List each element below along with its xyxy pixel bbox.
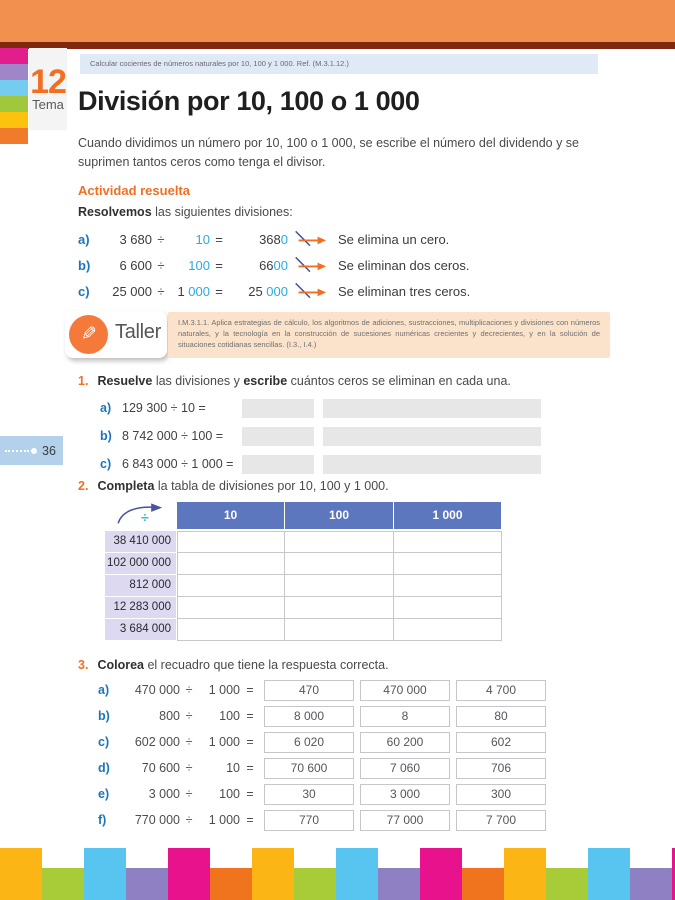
table-row-header: 12 283 000 [105,597,177,619]
option-box[interactable]: 77 000 [360,810,450,831]
standard-note: I.M.3.1.1. Aplica estrategias de cálculo, los algoritmos de adiciones, sustracciones, multiplicaciones y divisiones con números naturales, y la tecnología en la construcción de sucesiones numéricas crecientes y decrecientes, y en la solución de situaciones cotidianas sencillas. (I.3., I.4.) [168,312,610,358]
option-box[interactable]: 706 [456,758,546,779]
divide-sign: ÷ [185,761,193,775]
equals-sign: = [215,283,223,299]
division-item [100,394,541,422]
equals-sign: = [246,683,254,697]
option-box[interactable]: 770 [264,810,354,831]
choice-row [98,703,546,729]
table-cell[interactable] [177,597,285,619]
solved-division-row [78,226,470,252]
quotient: 25 000 [248,283,288,299]
equals-sign: = [246,813,254,827]
table-row-header: 812 000 [105,575,177,597]
table-row-header: 102 000 000 [105,553,177,575]
division-expression: 6 843 000 ÷ 1 000 = [122,457,234,471]
band-bar-orange [462,868,504,900]
item-letter: a) [78,231,90,247]
band-bar-purple [630,868,672,900]
elimination-note: Se elimina un cero. [338,231,450,247]
option-box[interactable]: 602 [456,732,546,753]
exercise-3-items [98,677,546,833]
item-letter: b) [100,429,112,443]
band-bar-magenta [168,848,210,900]
solved-divisions [78,226,470,304]
divisor: 10 [195,231,210,247]
item-letter: c) [78,283,90,299]
topic-label: Tema [32,96,64,112]
exercise-2-heading: 2. Completa la tabla de divisiones por 10, 100 y 1 000. [78,479,389,493]
activity-lead-rest: las siguientes divisiones: [151,205,293,219]
table-cell[interactable] [285,619,394,641]
equals-sign: = [246,709,254,723]
item-letter: e) [98,787,110,801]
equals-sign: = [246,787,254,801]
dividend: 470 000 [134,683,180,697]
table-cell[interactable] [285,531,394,553]
page-number: 36 [42,443,56,458]
topic-color-tabs [0,48,28,144]
table-cell[interactable] [177,531,285,553]
table-column-header: 100 [285,502,394,531]
table-cell[interactable] [177,575,285,597]
quotient: 3680 [259,231,288,247]
equals-sign: = [246,761,254,775]
solved-division-row [78,252,470,278]
table-cell[interactable] [394,597,502,619]
answer-box-quotient[interactable] [242,455,314,474]
dividend: 800 [159,709,180,723]
divisor: 1 000 [208,813,240,827]
exercise-3-heading: 3. Colorea el recuadro que tiene la respuesta correcta. [78,658,389,672]
taller-label: Taller [115,321,161,343]
choice-row [98,729,546,755]
item-letter: a) [100,401,112,415]
band-bar-lime [546,868,588,900]
item-letter: b) [98,709,110,723]
option-box[interactable]: 70 600 [264,758,354,779]
header-bar [0,0,675,42]
option-box[interactable]: 470 [264,680,354,701]
color-tab [0,96,28,112]
exercise-1-items [100,394,541,478]
item-letter: a) [98,683,110,697]
divisor: 100 [219,787,240,801]
table-cell[interactable] [177,553,285,575]
activity-lead [78,205,293,219]
activity-lead-bold: Resolvemos [78,205,152,219]
band-bar-purple [378,868,420,900]
band-bar-magenta [420,848,462,900]
decorative-color-band [0,848,675,900]
band-bar-purple [126,868,168,900]
divide-sign: ÷ [185,735,193,749]
table-corner-cell [105,502,177,531]
choice-row [98,677,546,703]
color-tab [0,80,28,96]
option-box[interactable]: 30 [264,784,354,805]
taller-badge [65,311,167,358]
band-bar-gold [252,848,294,900]
divide-sign: ÷ [185,683,193,697]
dividend: 70 600 [141,761,180,775]
table-cell[interactable] [285,575,394,597]
table-cell[interactable] [394,531,502,553]
band-bar-gold [504,848,546,900]
dividend: 3 680 [119,231,152,247]
header-accent-strip [0,42,675,49]
option-box[interactable]: 300 [456,784,546,805]
divide-sign: ÷ [157,257,165,273]
dividend: 6 600 [119,257,152,273]
answer-box-zeros[interactable] [323,455,541,474]
strike-arrow-icon [290,230,328,248]
activity-heading: Actividad resuelta [78,183,190,198]
item-letter: d) [98,761,110,775]
strike-arrow-icon [290,282,328,300]
option-box[interactable]: 4 700 [456,680,546,701]
band-bar-sky [336,848,378,900]
divisor: 100 [188,257,210,273]
exercise-number: 3. [78,658,89,672]
intro-paragraph: Cuando dividimos un número por 10, 100 o 1 000, se escribe el número del dividendo y se suprimen tantos ceros como tenga el divisor. [78,136,580,169]
taller-circle [69,315,108,354]
answer-box-quotient[interactable] [242,399,314,418]
divisor: 1 000 [177,283,210,299]
division-expression: 129 300 ÷ 10 = [122,401,206,415]
band-bar-lime [294,868,336,900]
dotted-leader [5,450,29,452]
page-number-tab [0,436,63,465]
item-letter: f) [98,813,107,827]
option-box[interactable]: 6 020 [264,732,354,753]
elimination-note: Se eliminan dos ceros. [338,257,470,273]
leader-dot [31,448,37,454]
page-title: División por 10, 100 o 1 000 [78,86,420,116]
table-row-header: 3 684 000 [105,619,177,641]
item-letter: b) [78,257,91,273]
exercise-number: 2. [78,479,89,493]
table-row-header: 38 410 000 [105,531,177,553]
table-column-header: 10 [177,502,285,531]
answer-box-zeros[interactable] [323,399,541,418]
band-bar-sky [84,848,126,900]
divide-sign: ÷ [185,709,193,723]
band-bar-sky [588,848,630,900]
option-box[interactable]: 8 000 [264,706,354,727]
division-item [100,450,541,478]
divisor: 10 [226,761,240,775]
division-table [105,502,502,641]
option-box[interactable]: 7 700 [456,810,546,831]
option-box[interactable]: 470 000 [360,680,450,701]
band-bar-lime [42,868,84,900]
option-box[interactable]: 60 200 [360,732,450,753]
division-item [100,422,541,450]
table-cell[interactable] [394,553,502,575]
option-box[interactable]: 80 [456,706,546,727]
option-box[interactable]: 3 000 [360,784,450,805]
divide-sign: ÷ [157,283,165,299]
answer-box-zeros[interactable] [323,427,541,446]
answer-box-quotient[interactable] [242,427,314,446]
option-box[interactable]: 7 060 [360,758,450,779]
division-expression: 8 742 000 ÷ 100 = [122,429,224,443]
equals-sign: = [215,257,223,273]
option-box[interactable]: 8 [360,706,450,727]
exercise-1-heading: 1. Resuelve las divisiones y escribe cuántos ceros se eliminan en cada una. [78,374,511,388]
divide-sign: ÷ [185,813,193,827]
dividend: 602 000 [134,735,180,749]
color-tab [0,64,28,80]
divide-sign: ÷ [157,231,165,247]
band-bar-orange [210,868,252,900]
choice-row [98,781,546,807]
color-tab [0,128,28,144]
divide-symbol: ÷ [141,509,149,525]
curriculum-reference: Calcular cocientes de números naturales por 10, 100 y 1 000. Ref. (M.3.1.12.) [80,54,598,74]
dividend: 25 000 [112,283,152,299]
strike-arrow-icon [290,256,328,274]
table-cell[interactable] [394,619,502,641]
pencil-icon: ✎ [80,324,97,345]
table-cell[interactable] [285,553,394,575]
color-tab [0,112,28,128]
elimination-note: Se eliminan tres ceros. [338,283,471,299]
exercise-number: 1. [78,374,89,388]
solved-division-row [78,278,470,304]
quotient: 6600 [259,257,288,273]
divisor: 1 000 [208,683,240,697]
band-bar-gold [0,848,42,900]
divide-sign: ÷ [185,787,193,801]
table-cell[interactable] [394,575,502,597]
item-letter: c) [98,735,110,749]
item-letter: c) [100,457,112,471]
equals-sign: = [246,735,254,749]
equals-sign: = [215,231,223,247]
table-column-header: 1 000 [394,502,502,531]
choice-row [98,755,546,781]
table-cell[interactable] [177,619,285,641]
topic-badge [29,48,67,130]
choice-row [98,807,546,833]
color-tab [0,48,28,64]
divisor: 1 000 [208,735,240,749]
divisor: 100 [219,709,240,723]
dividend: 3 000 [148,787,180,801]
topic-number: 12 [30,62,66,101]
dividend: 770 000 [134,813,180,827]
table-cell[interactable] [285,597,394,619]
